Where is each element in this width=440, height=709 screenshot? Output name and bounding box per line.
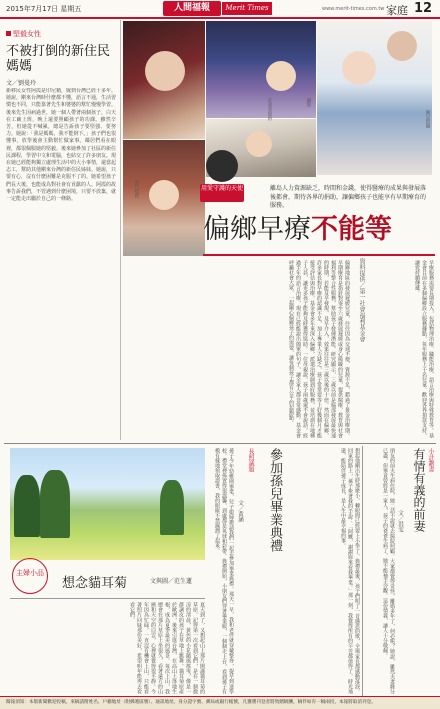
bottom-middle-body: 孫子今年幼稚園畢業，兒子媳婦邀請我們一起去參加畢業典禮。那天一早，我和老伴就穿戴整齊，提早到達學校。禮堂裡佈置得很溫馨，到處都是氣球和彩帶。典禮開始，小朋友們穿著畢業服，一個個走上台，看到孫子有模有樣地領取證書，我的眼眶不禁濕潤了起來。 bbox=[214, 448, 234, 694]
left-article-author: 文／劉曼玲 bbox=[6, 80, 37, 87]
tree-shape bbox=[160, 480, 184, 535]
photo-caption: 陳昱賢攝 bbox=[425, 110, 430, 128]
angel-emblem-icon bbox=[206, 150, 238, 182]
child-face-shape bbox=[145, 51, 185, 91]
section-divider bbox=[4, 443, 436, 444]
bottom-middle-headline: 參加孫兒畢業典禮 bbox=[267, 448, 282, 552]
photo-caption: 許書菁提供 bbox=[267, 98, 272, 121]
left-article-body: 新移民女性阿霞是印尼籍，嫁到台灣已經十多年。她說，剛來台灣時什麼都不懂，語言不通，生活習慣也不同，只能靠著先生和婆婆的幫忙慢慢學習。後來先生因病過世，她一個人帶著兩個孩子，白天在工廠上班，晚上還要照顧孩子的功課。雖然辛苦，但她從不喊累，總是告訴孩子要堅強、要努力。她說：「我是媽媽，我不能倒下。」孩子們也很懂事，放學後會主動幫忙做家事。鄰居們看在眼裡，都很佩服她的堅毅。後來她參加了社區的新住民課程，學習中文和電腦，也結交了許多朋友。現在她已經能夠獨立處理生活中的大小事情，還當起志工，幫助其他剛來台灣的新住民姊妹。她說，只要有心，沒有什麼困難是克服不了的。她希望孩子們長大後，也能成為對社會有貢獻的人。阿霞的故事告訴我們，不管遇到什麼困境，只要不放棄，就一定能走出屬於自己的一條路。 bbox=[6, 88, 116, 203]
bottom-right-body: 朋友的前夫生病住院，她二話不說就去醫院照顧。大家都覺得奇怪，離婚多年了，何必呢？她說，雖然夫妻緣分已盡，但畢竟曾經是一家人，孩子的爸爸生病了，她不能袖手旁觀。這份情義，讓人十分敬佩。 bbox=[382, 448, 395, 694]
column-badge bbox=[198, 150, 246, 208]
feature-headline-normal: 偏鄉早療 bbox=[203, 214, 311, 245]
feature-headline bbox=[203, 210, 435, 252]
feature-headline-rule bbox=[203, 254, 435, 256]
column-divider bbox=[362, 446, 363, 696]
column-tag: 主婦小品 bbox=[12, 558, 48, 594]
section-name: 家庭 bbox=[386, 4, 408, 17]
tree-shape bbox=[14, 475, 40, 537]
left-article-kicker-text: 堅毅女性 bbox=[13, 30, 41, 38]
issue-date: 2015年7月17日 星期五 bbox=[6, 5, 82, 13]
baby-face-shape bbox=[246, 131, 272, 157]
photo-child-with-caregiver bbox=[317, 21, 432, 175]
child-face-shape bbox=[266, 61, 296, 91]
bottom-right-headline: 有情有義的前妻 bbox=[412, 448, 426, 532]
bottom-left-rule bbox=[10, 598, 205, 599]
bottom-left-author: 文與圖／范生蓮 bbox=[150, 578, 193, 585]
column-badge-label: 用愛守護的天使 bbox=[200, 184, 244, 202]
bottom-right-kicker: 小計劃書 bbox=[427, 448, 434, 472]
left-article-kicker bbox=[6, 29, 41, 39]
feature-source: 資料提供／第一社會福利基金會 bbox=[358, 258, 365, 342]
bottom-middle-author: 文／黃涵 bbox=[237, 500, 243, 522]
bottom-middle-body-continued: 想起他剛出生時那麼小，轉眼間已經要上小學了。典禮最後，孩子們唱了一首感恩的歌，全場家長都感動落淚。回家的路上，孫子牽著我的手說：「阿嬤，謝謝妳來看我畢業。」那一刻，我覺得所有的辛苦都值得了。時光飛逝，能陪伴孫子成長，是人生中最幸福的事。 bbox=[340, 448, 360, 694]
kicker-square-icon bbox=[6, 31, 11, 36]
page-number: 12 bbox=[414, 1, 433, 16]
bottom-left-headline: 想念貓耳菊 bbox=[62, 576, 128, 591]
feature-headline-bold: 不能等 bbox=[311, 214, 392, 245]
photo-child-with-mother bbox=[123, 21, 205, 139]
tree-shape bbox=[40, 470, 70, 538]
photo-caption: 照片提供 bbox=[134, 180, 139, 198]
bottom-left-body: 夏天到了，又想起山上那片開滿貓耳菊的草原。記得第一次看到它們，是在一個微涼的清晨，黃色的小花隨風搖曳，像是一群調皮的孩子在草地上跳舞。貓耳菊原產於歐洲，後來引進台灣，在高山上落地生根，成為夏季最美的風景。每次上山，我總會在那片草原上坐很久，看著遠方的山巒和天空的白雲，心裡就覺得很平靜。今年因為忙碌，一直沒有機會上山，只能看著照片回味那份美好，希望明年能再去看看它們。 bbox=[129, 602, 205, 694]
masthead-rule bbox=[0, 17, 440, 19]
newspaper-logo-english: Merit Times bbox=[222, 2, 272, 15]
feature-body: 偏鄉地區的發展遲緩兒童，往往因為交通不便、資源不足，錯過了黃金治療期。早期療育是指針對零至六歲發展遲緩或身心障礙的兒童，提供醫療、教育與社會福利等整合性服務，幫助孩子發揮潛能。研究顯示，三歲以前是腦部發展最快速的時期，若能及早發現、及早介入，效果往往是三歲以後的十倍。然而在偏鄉，許多家長對早療的認識不足，加上專業人力缺乏，孩子常常要等上好幾個月才能接受評估與治療。基金會多年來深入偏鄉，派遣治療師到府服務，並培訓在地種子人員，讓更多孩子能夠及時獲得協助。一位母親說，孩子兩歲還不會說話，經過半年的語言治療，現在已經能說出簡單的句子，讓全家人都非常感動。基金會呼籲社會大眾，一起關心偏鄉孩子的需要，讓每個孩子都有公平的起跑點。 bbox=[288, 260, 350, 438]
child-face-shape bbox=[342, 51, 376, 85]
photo-caption: 攝影 bbox=[306, 98, 311, 107]
left-article-headline: 不被打倒的新住民媽媽 bbox=[6, 44, 111, 74]
footer-notice: 閱報須知：本版新聞歡迎投稿，來稿請附姓名、戶籍地址（附郵遞區號）、通訊地址、身分證字號、郵局或銀行帳號，凡獲選刊登者將致贈稿酬，稿件如有一稿兩投，本報將取消刊登。 bbox=[6, 700, 376, 705]
adult-face-shape bbox=[387, 31, 417, 61]
newspaper-logo: 人間福報 bbox=[163, 1, 221, 16]
feature-body-right: 早療服務需要長期投入，包括物理治療、職能治療、語言治療與特殊教育等。基金會目前在多個偏鄉設立服務據點，每年服務上千名兒童。歡迎各界捐款支持，讓愛持續傳遞。 bbox=[414, 260, 434, 438]
toddler-face-shape bbox=[149, 180, 179, 210]
photo-child-playing bbox=[206, 21, 316, 118]
bottom-middle-kicker: 長照議題 bbox=[247, 448, 254, 472]
bottom-right-author: 文／洪雯 bbox=[397, 510, 403, 532]
photo-toddler-standing bbox=[123, 140, 205, 256]
feature-lead: 離島人力資源缺乏，時間和金錢，使得醫療的成果與發展落後都會，期待各界的捐助，讓偏鄉孩子也能享有早期療育的服務。 bbox=[270, 185, 427, 209]
website-url[interactable]: www.merit-times.com.tw bbox=[322, 6, 385, 12]
